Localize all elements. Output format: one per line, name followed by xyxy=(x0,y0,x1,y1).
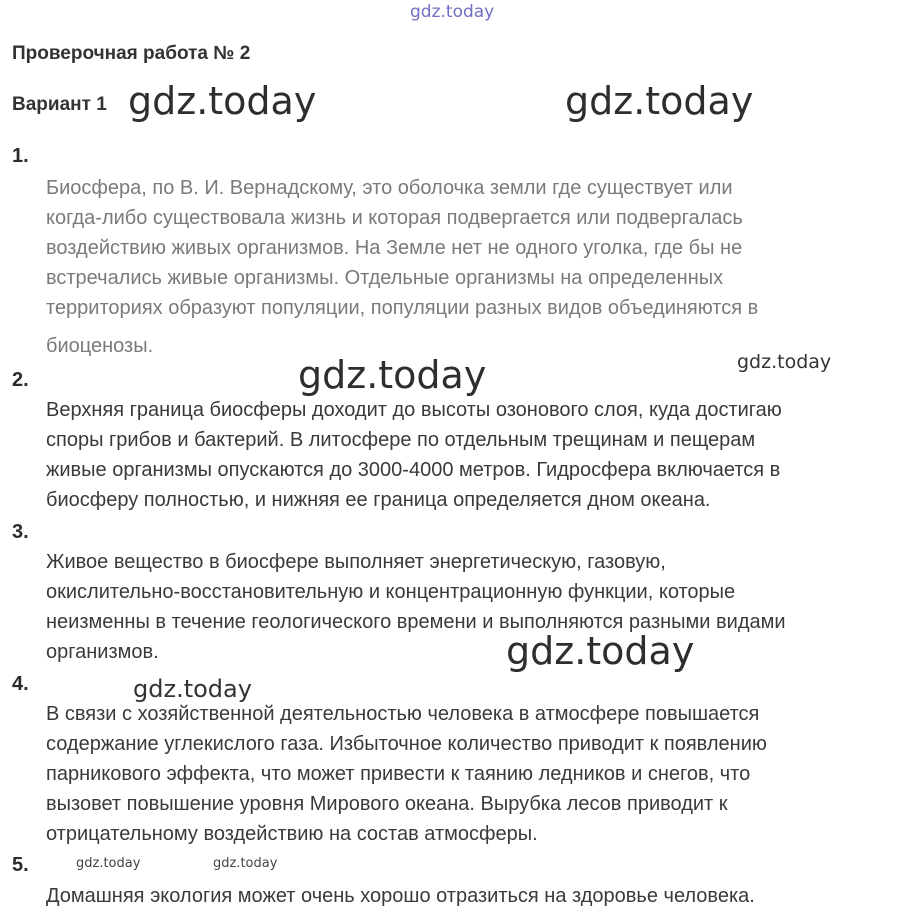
answer-line: Домашняя экология может очень хорошо отразиться на здоровье человека. xyxy=(46,885,755,907)
variant-title: Вариант 1 xyxy=(12,94,107,115)
watermark-large: gdz.today xyxy=(298,353,487,397)
answer-line: неизменны в течение геологического времени и выполняются разными видами xyxy=(46,611,786,633)
watermark-medium: gdz.today xyxy=(737,351,832,373)
answer-line: встречались живые организмы. Отдельные организмы на определенных xyxy=(46,267,724,289)
answer-line: вызовет повышение уровня Мирового океана. Вырубка лесов приводит к xyxy=(46,793,728,815)
answer-line: содержание углекислого газа. Избыточное количество приводит к появлению xyxy=(46,733,767,755)
watermark-top: gdz.today xyxy=(410,2,495,22)
answer-text xyxy=(46,881,905,911)
watermark-large: gdz.today xyxy=(128,79,317,123)
answer-number: 3. xyxy=(12,521,29,543)
answer-line: окислительно-восстановительную и концентрационную функции, которые xyxy=(46,581,736,603)
answer-line: Верхняя граница биосферы доходит до высоты озонового слоя, куда достигаю xyxy=(46,399,782,421)
watermark-small: gdz.today xyxy=(76,856,141,871)
answer-line: Живое вещество в биосфере выполняет энергетическую, газовую, xyxy=(46,551,666,573)
watermark-large: gdz.today xyxy=(506,629,695,673)
watermark-small: gdz.today xyxy=(213,856,278,871)
answer-text xyxy=(46,173,905,361)
watermark-large: gdz.today xyxy=(565,79,754,123)
answer-line: живые организмы опускаются до 3000-4000 метров. Гидросфера включается в xyxy=(46,459,781,481)
answer-line: Биосфера, по В. И. Вернадскому, это оболочка земли где существует или xyxy=(46,177,733,199)
watermark-medium: gdz.today xyxy=(133,675,252,703)
answer-line: когда-либо существовала жизнь и которая подвергается или подвергалась xyxy=(46,207,743,229)
answer-line: биоценозы. xyxy=(46,335,154,357)
page-title: Проверочная работа № 2 xyxy=(12,43,251,64)
answer-number: 5. xyxy=(12,854,29,876)
answer-line: организмов. xyxy=(46,641,159,663)
answer-text xyxy=(46,395,905,515)
answer-number: 1. xyxy=(12,145,29,167)
answer-line: территориях образуют популяции, популяции разных видов объединяются в xyxy=(46,297,759,319)
answer-line: споры грибов и бактерий. В литосфере по отдельным трещинам и пещерам xyxy=(46,429,756,451)
answer-line: воздействию живых организмов. На Земле нет не одного уголка, где бы не xyxy=(46,237,743,259)
answer-line: биосферу полностью, и нижняя ее граница определяется дном океана. xyxy=(46,489,711,511)
answer-text xyxy=(46,699,905,849)
answer-text xyxy=(46,547,905,667)
answer-number: 4. xyxy=(12,673,29,695)
answer-line: парникового эффекта, что может привести к таянию ледников и снегов, что xyxy=(46,763,751,785)
answer-line: отрицательному воздействию на состав атмосферы. xyxy=(46,823,538,845)
answer-line: В связи с хозяйственной деятельностью человека в атмосфере повышается xyxy=(46,703,760,725)
answer-number: 2. xyxy=(12,369,29,391)
